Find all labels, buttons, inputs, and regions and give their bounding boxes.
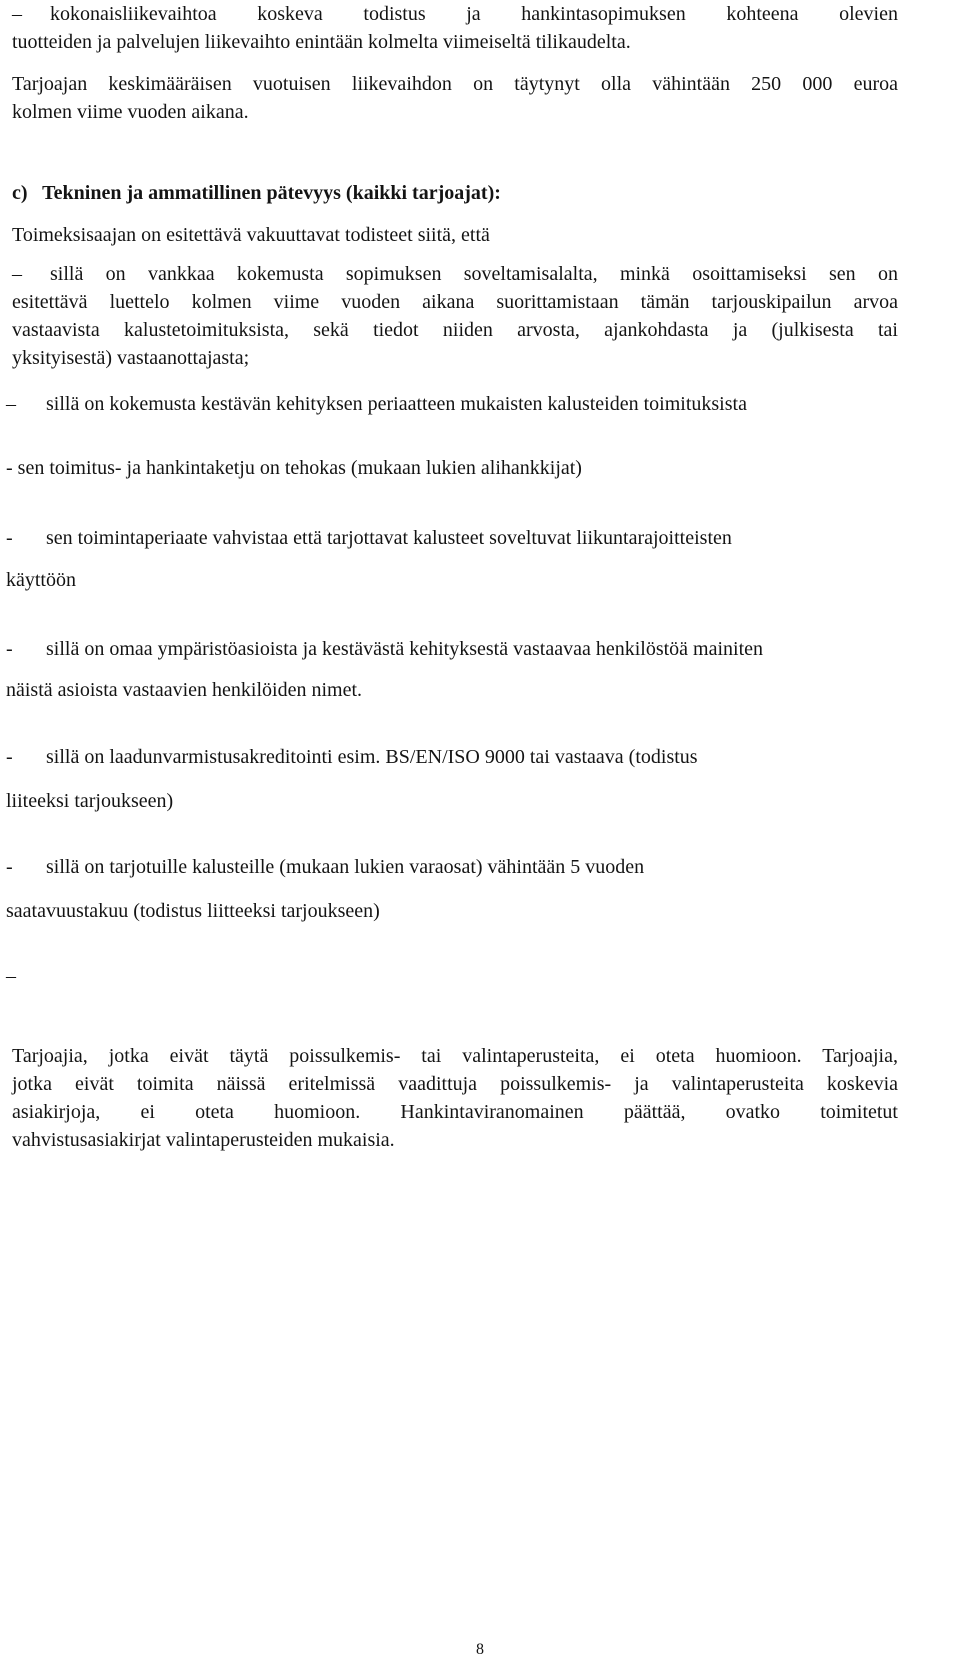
dash-marker: - xyxy=(6,856,13,878)
text-line: tuotteiden ja palvelujen liikevaihto enintään kolmelta viimeiseltä tilikaudelta. xyxy=(12,31,631,53)
text-line: kolmen viime vuoden aikana. xyxy=(12,101,249,123)
dash-marker: – xyxy=(6,393,16,415)
text-line: kokonaisliikevaihtoa koskeva todistus ja hankintasopimuksen kohteena olevien xyxy=(50,3,898,25)
text-line: vastaavista kalustetoimituksista, sekä tiedot niiden arvosta, ajankohdasta ja (julkisesta tai xyxy=(12,319,898,341)
intro-sentence: Toimeksisaajan on esitettävä vakuuttavat todisteet siitä, että xyxy=(12,224,490,246)
text-line: sen toimintaperiaate vahvistaa että tarjottavat kalusteet soveltuvat liikuntarajoitteisten xyxy=(46,527,732,549)
text-line: sillä on laadunvarmistusakreditointi esim. BS/EN/ISO 9000 tai vastaava (todistus xyxy=(46,746,698,768)
text-line: saatavuustakuu (todistus liitteeksi tarjoukseen) xyxy=(6,900,380,922)
page-number: 8 xyxy=(476,1641,484,1658)
text-line: sillä on tarjotuille kalusteille (mukaan lukien varaosat) vähintään 5 vuoden xyxy=(46,856,645,878)
text-line: asiakirjoja, ei oteta huomioon. Hankintaviranomainen päättää, ovatko toimitetut xyxy=(12,1101,898,1123)
dash-marker: - xyxy=(6,638,13,660)
section-heading: c) Tekninen ja ammatillinen pätevyys (kaikki tarjoajat): xyxy=(12,182,501,204)
empty-dash-marker: – xyxy=(6,965,16,987)
text-line: näistä asioista vastaavien henkilöiden nimet. xyxy=(6,679,363,701)
dash-marker: - xyxy=(6,746,13,768)
text-line: Tarjoajan keskimääräisen vuotuisen liikevaihdon on täytynyt olla vähintään 250 000 euroa xyxy=(12,73,898,95)
dash-marker: – xyxy=(12,263,22,285)
text-line: Tarjoajia, jotka eivät täytä poissulkemis- tai valintaperusteita, ei oteta huomioon. Tarjoajia, xyxy=(12,1045,898,1067)
text-line: vahvistusasiakirjat valintaperusteiden mukaisia. xyxy=(12,1129,395,1151)
text-line: esitettävä luettelo kolmen viime vuoden aikana suorittamistaan tämän tarjouskipailun arvoa xyxy=(12,291,898,313)
text-line: sillä on omaa ympäristöasioista ja kestävästä kehityksestä vastaavaa henkilöstöä mainiten xyxy=(46,638,764,660)
dash-marker: – xyxy=(12,3,22,25)
text-line: sillä on vankkaa kokemusta sopimuksen soveltamisalalta, minkä osoittamiseksi sen on xyxy=(50,263,898,285)
text-line: jotka eivät toimita näissä eritelmissä vaadittuja poissulkemis- ja valintaperusteita koskevia xyxy=(12,1073,898,1095)
dash-marker: - xyxy=(6,527,13,549)
text-line: liiteeksi tarjoukseen) xyxy=(6,790,174,812)
text-line: käyttöön xyxy=(6,569,76,591)
text-line: yksityisestä) vastaanottajasta; xyxy=(12,347,250,369)
text-line: sillä on kokemusta kestävän kehityksen periaatteen mukaisten kalusteiden toimituksista xyxy=(46,393,747,415)
requirement-item-supply-chain: - sen toimitus- ja hankintaketju on tehokas (mukaan lukien alihankkijat) xyxy=(6,457,582,479)
